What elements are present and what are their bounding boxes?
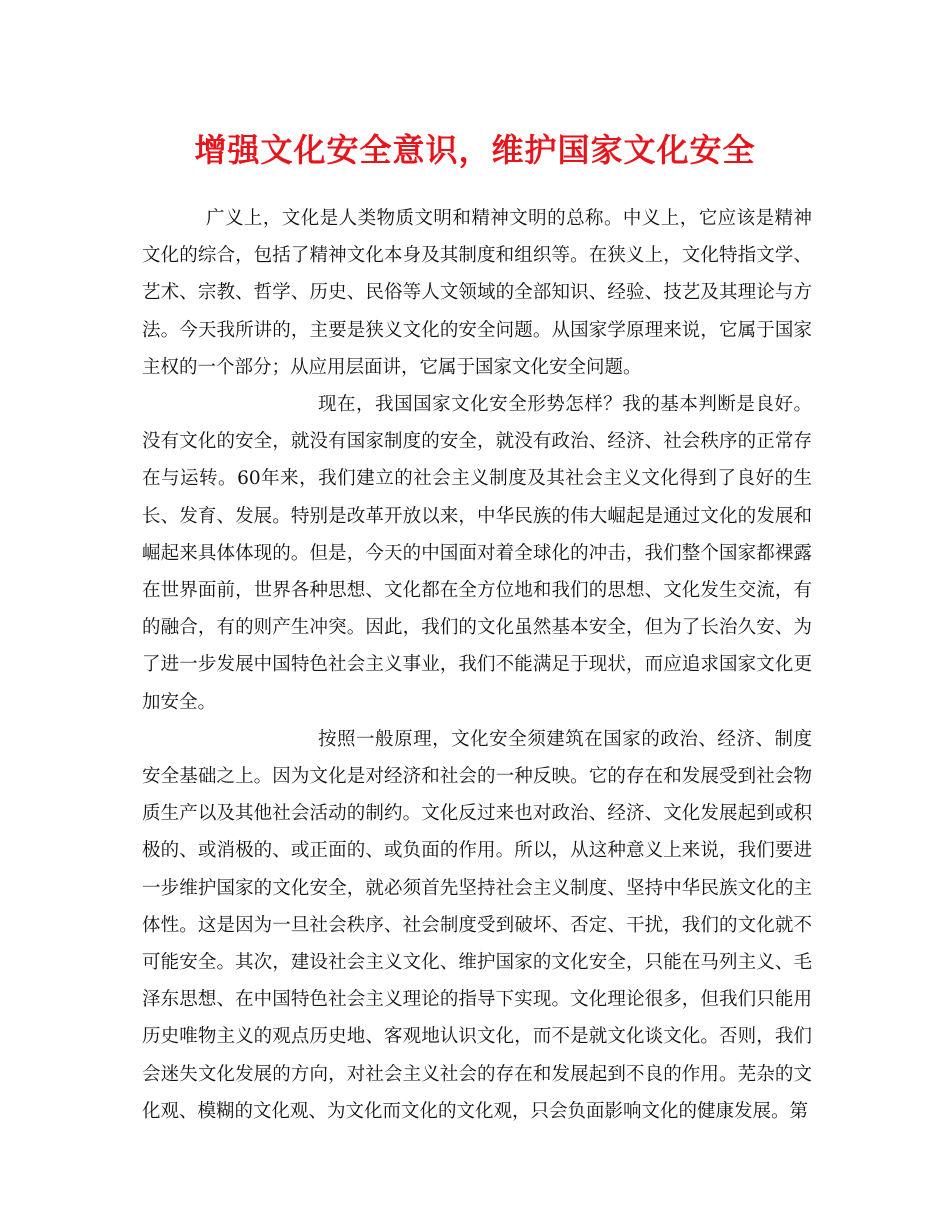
paragraph-3: 按照一般原理，文化安全须建筑在国家的政治、经济、制度安全基础之上。因为文化是对经济和社会的一种反映。它的存在和发展受到社会物质生产以及其他社会活动的制约。文化反过来也对政治、经济、文化发展起到或积极的、或消极的、或正面的、或负面的作用。所以，从这种意义上来说，我们要进一步维护国家的文化安全，就必须首先坚持社会主义制度、坚持中华民族文化的主体性。这是因为一旦社会秩序、社会制度受到破坏、否定、干扰，我们的文化就不可能安全。其次，建设社会主义文化、维护国家的文化安全，只能在马列主义、毛泽东思想、在中国特色社会主义理论的指导下实现。文化理论很多，但我们只能用历史唯物主义的观点历史地、客观地认识文化，而不是就文化谈文化。否则，我们会迷失文化发展的方向，对社会主义社会的存在和发展起到不良的作用。芜杂的文化观、模糊的文化观、为文化而文化的文化观，只会负面影响文化的健康发展。第 — [142, 728, 812, 1122]
paragraph-2: 现在，我国国家文化安全形势怎样？我的基本判断是良好。没有文化的安全，就没有国家制度的安全，就没有政治、经济、社会秩序的正常存在与运转。60年来，我们建立的社会主义制度及其社会主义文化得到了良好的生长、发育、发展。特别是改革开放以来，中华民族的伟大崛起是通过文化的发展和崛起来具体体现的。但是，今天的中国面对着全球化的冲击，我们整个国家都裸露在世界面前，世界各种思想、文化都在全方位地和我们的思想、文化发生交流，有的融合，有的则产生冲突。因此，我们的文化虽然基本安全，但为了长治久安、为了进一步发展中国特色社会主义事业，我们不能满足于现状，而应追求国家文化更加安全。 — [142, 394, 812, 713]
document-body — [142, 200, 812, 1130]
paragraph-1: 广义上，文化是人类物质文明和精神文明的总称。中义上，它应该是精神文化的综合，包括了精神文化本身及其制度和组织等。在狭义上，文化特指文学、艺术、宗教、哲学、历史、民俗等人文领域的全部知识、经验、技艺及其理论与方法。今天我所讲的，主要是狭义文化的安全问题。从国家学原理来说，它属于国家主权的一个部分；从应用层面讲，它属于国家文化安全问题。 — [142, 208, 812, 378]
document-title: 增强文化安全意识，维护国家文化安全 — [194, 131, 756, 169]
